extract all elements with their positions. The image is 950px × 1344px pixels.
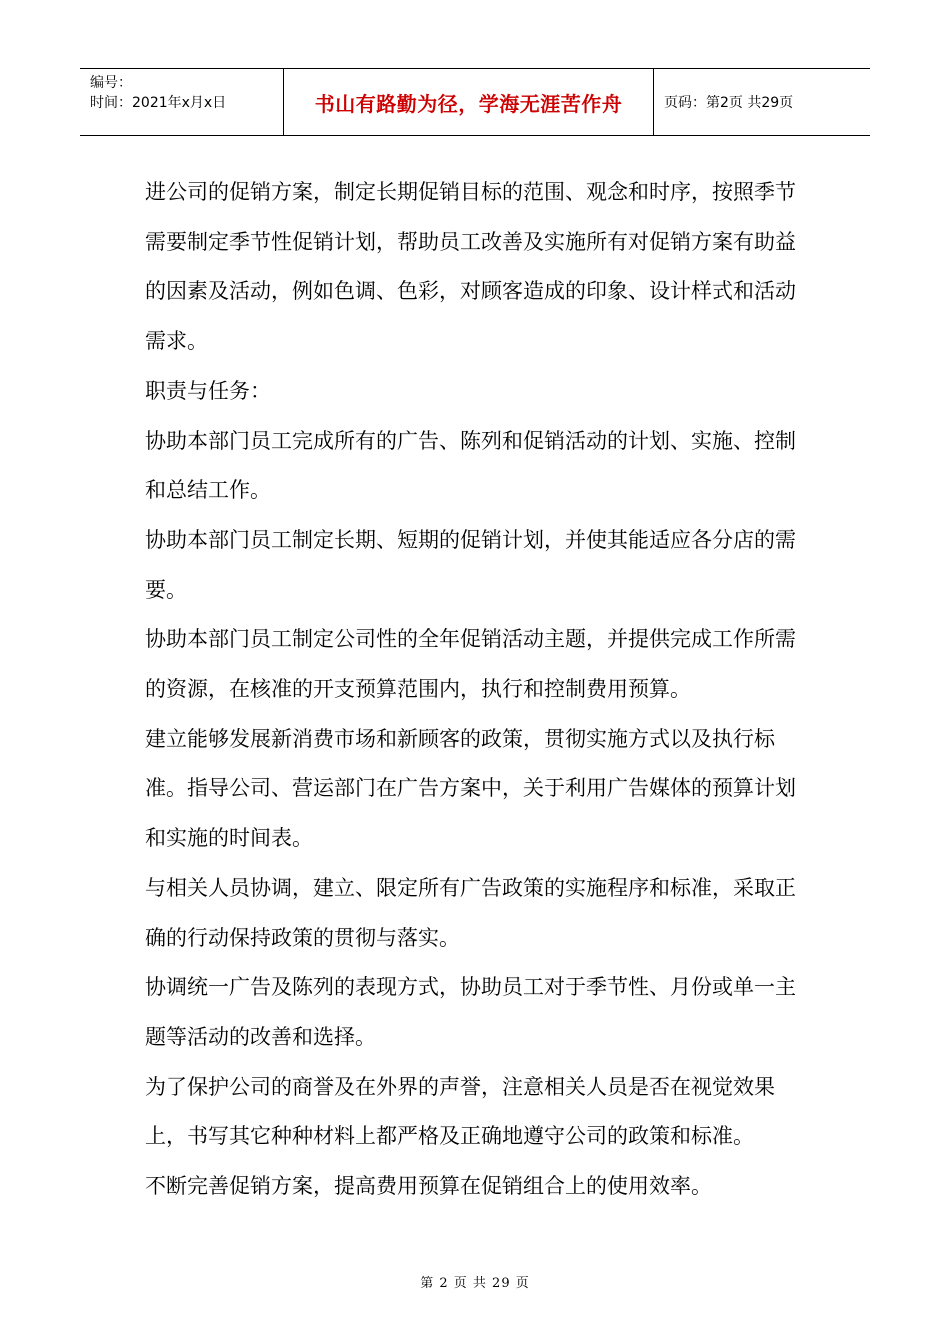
section-heading: 职责与任务： xyxy=(145,378,271,403)
header-page-info: 页码：第2页 共29页 xyxy=(664,95,794,111)
header-motto-cell xyxy=(283,69,654,135)
document-body xyxy=(145,168,815,1212)
document-number-label: 编号： xyxy=(90,75,132,91)
header-info-cell xyxy=(80,69,283,135)
document-date: 时间：2021年x月x日 xyxy=(90,95,227,111)
page-footer xyxy=(0,1272,950,1291)
body-paragraph: 为了保护公司的商誉及在外界的声誉，注意相关人员是否在视觉效果上，书写其它种种材料上都严格及正确地遵守公司的政策和标准。 xyxy=(145,1074,775,1149)
body-paragraph: 与相关人员协调，建立、限定所有广告政策的实施程序和标准，采取正确的行动保持政策的贯彻与落实。 xyxy=(145,875,796,950)
header-motto: 书山有路勤为径，学海无涯苦作舟 xyxy=(314,91,623,116)
header-page-cell xyxy=(654,69,870,135)
body-paragraph: 协助本部门员工制定公司性的全年促销活动主题，并提供完成工作所需的资源，在核准的开支预算范围内，执行和控制费用预算。 xyxy=(145,627,796,702)
page-header xyxy=(80,68,870,136)
body-paragraph: 不断完善促销方案，提高费用预算在促销组合上的使用效率。 xyxy=(145,1174,712,1199)
body-paragraph: 协调统一广告及陈列的表现方式，协助员工对于季节性、月份或单一主题等活动的改善和选择。 xyxy=(145,975,796,1049)
body-paragraph: 协助本部门员工制定长期、短期的促销计划，并使其能适应各分店的需要。 xyxy=(145,527,796,602)
body-paragraph: 进公司的促销方案，制定长期促销目标的范围、观念和时序，按照季节需要制定季节性促销计划，帮助员工改善及实施所有对促销方案有助益的因素及活动，例如色调、色彩，对顾客造成的印象、设计样式和活动需求。 xyxy=(145,180,796,354)
body-paragraph: 建立能够发展新消费市场和新顾客的政策，贯彻实施方式以及执行标准。指导公司、营运部门在广告方案中，关于利用广告媒体的预算计划和实施的时间表。 xyxy=(145,726,796,851)
footer-page-number: 第 2 页 共 29 页 xyxy=(420,1276,530,1291)
body-paragraph: 协助本部门员工完成所有的广告、陈列和促销活动的计划、实施、控制和总结工作。 xyxy=(145,428,796,503)
